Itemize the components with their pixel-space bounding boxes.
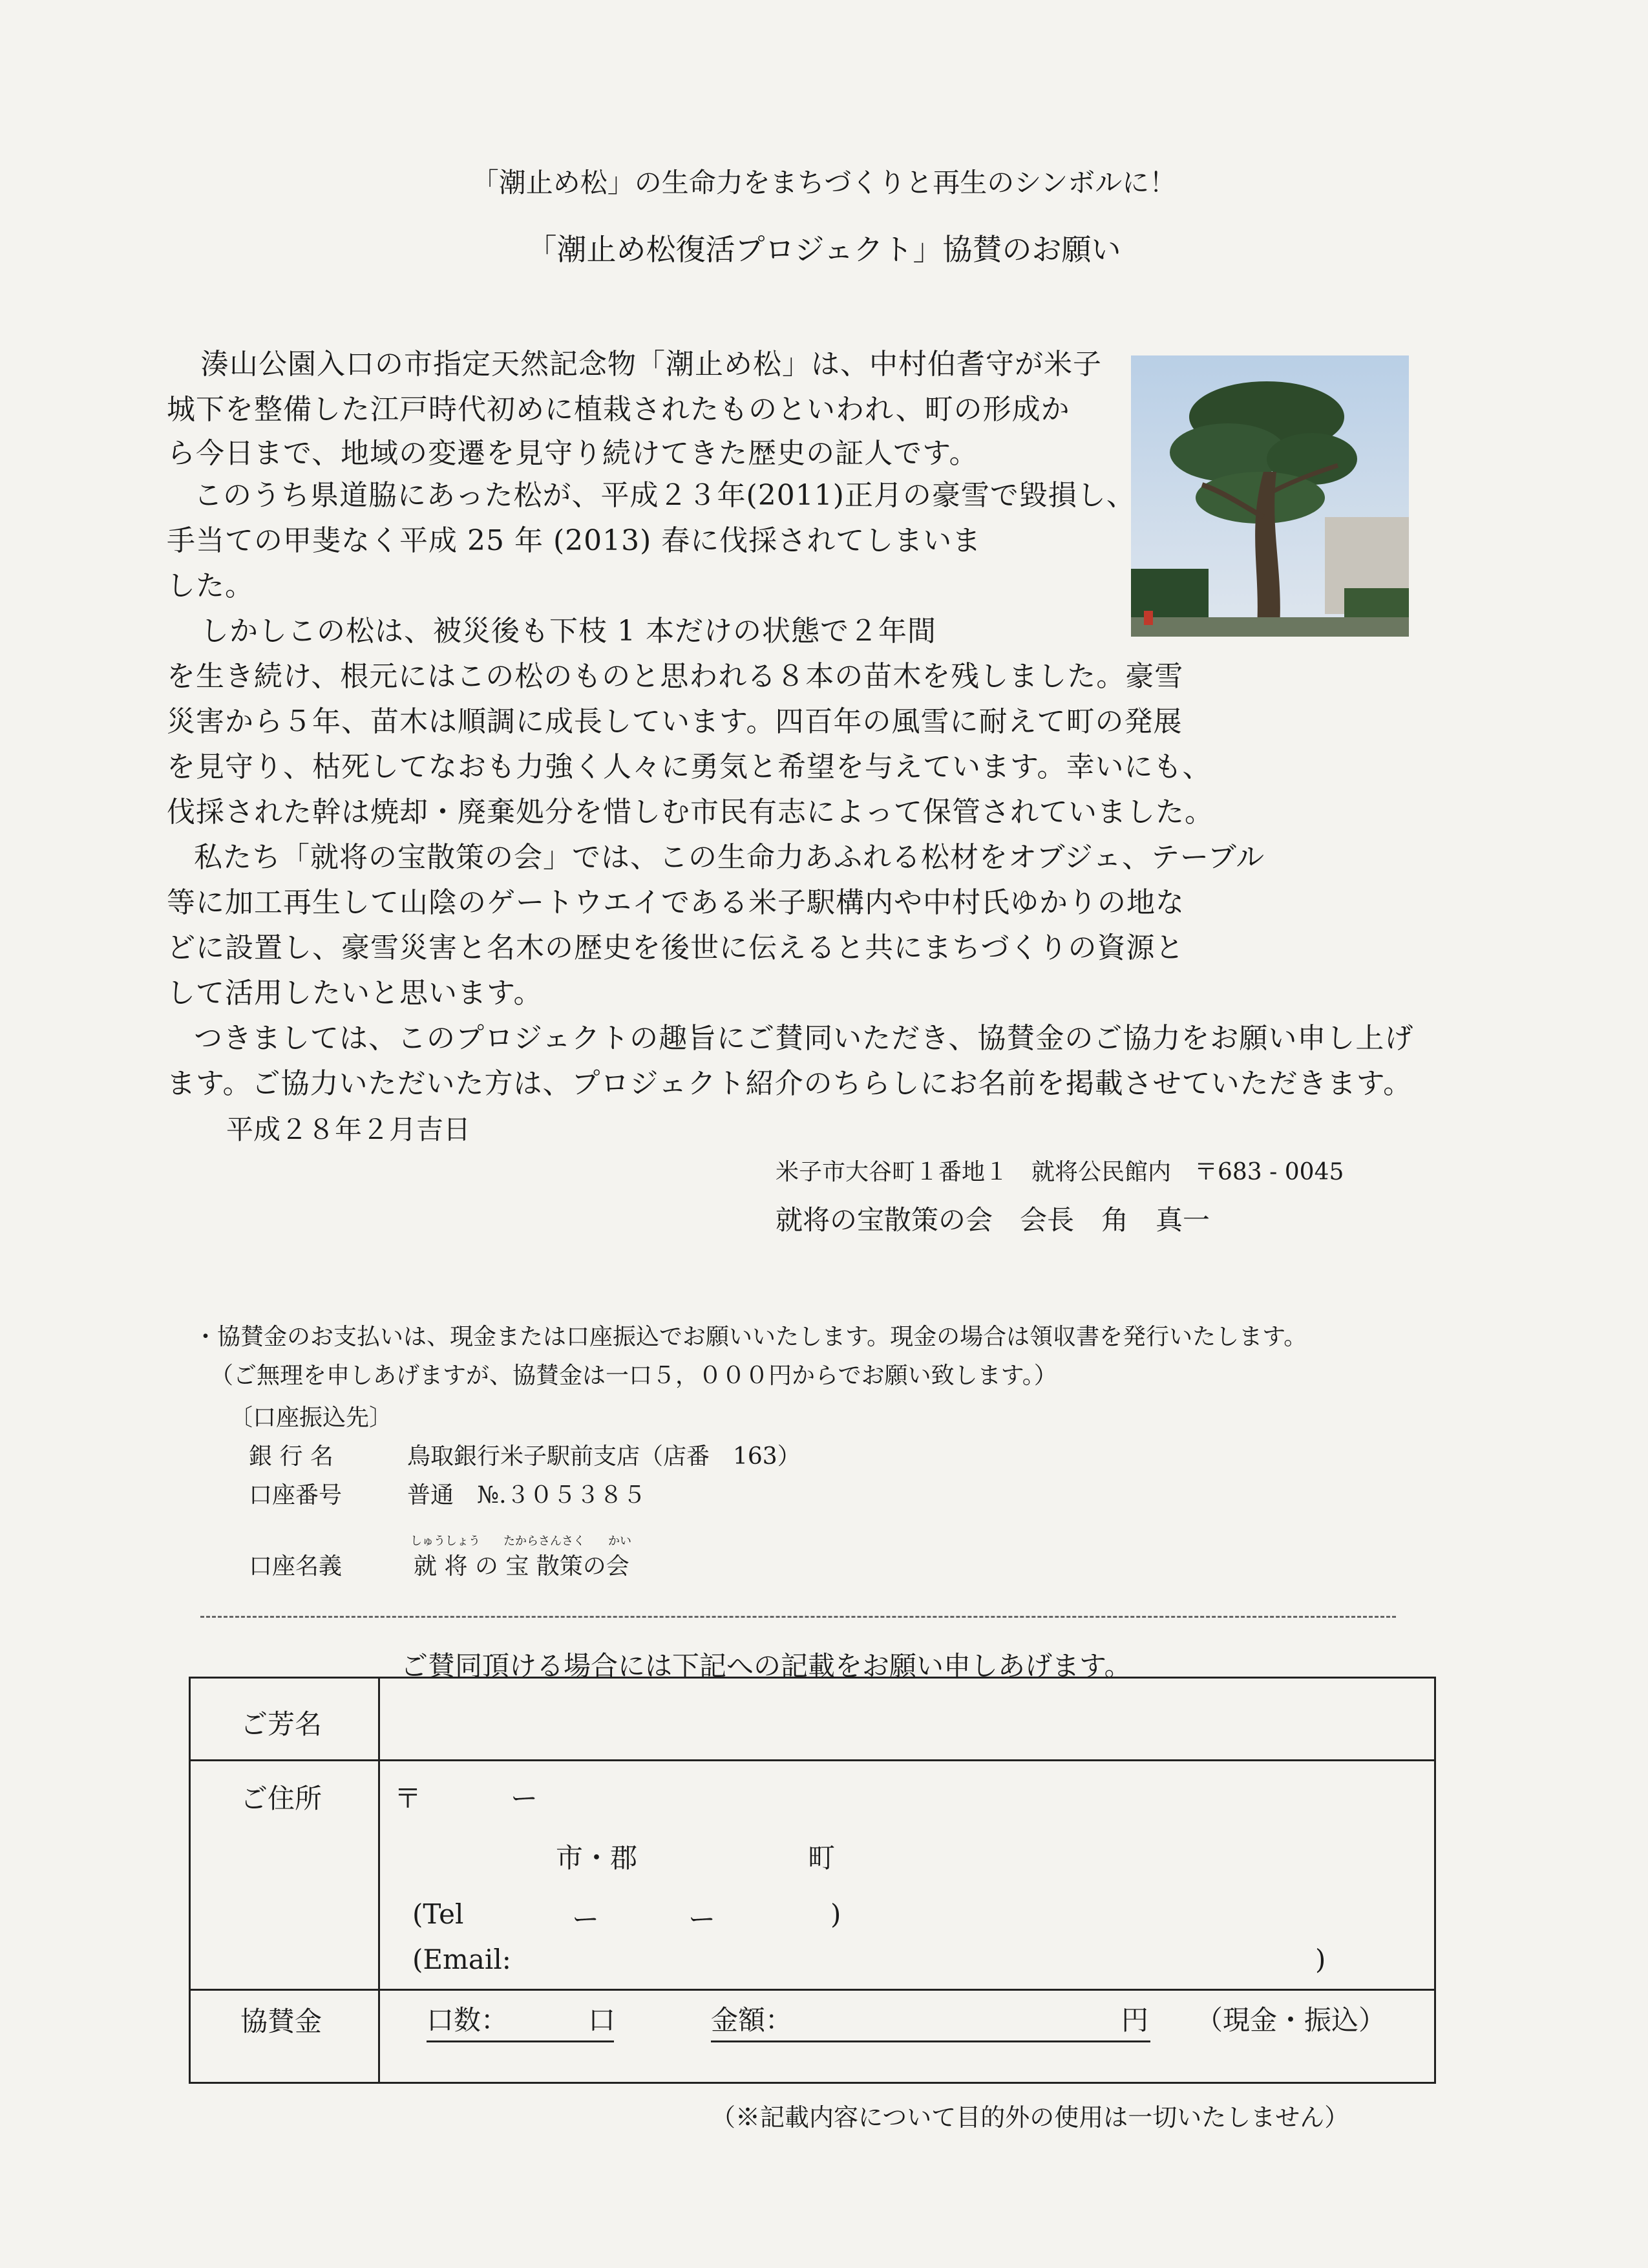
payment-note: ・協賛金のお支払いは、現金または口座振込でお願いいたします。現金の場合は領収書を発行いたします。 [194, 1324, 1307, 1350]
name-field[interactable] [388, 1687, 1422, 1752]
price-label: 金額： [711, 2004, 793, 2036]
body-line: 災害から５年、苗木は順調に成長しています。四百年の風雪に耐えて町の発展 [167, 705, 1183, 738]
body-line: した。 [167, 569, 254, 602]
units-suffix: 口 [588, 2004, 616, 2036]
body-line: 等に加工再生して山陰のゲートウエイである米子駅構内や中村氏ゆかりの地な [167, 886, 1185, 919]
tel-open: (Tel [412, 1898, 464, 1930]
issue-date: 平成２８年２月吉日 [226, 1114, 471, 1145]
units-field[interactable] [427, 1999, 614, 2042]
price-field[interactable] [711, 1999, 1150, 2042]
sender-organization: 就将の宝散策の会 会長 角 真一 [776, 1204, 1210, 1236]
body-line: つきましては、このプロジェクトの趣旨にご賛同いただき、協賛金のご協力をお願い申し上げ [194, 1022, 1414, 1055]
body-line: どに設置し、豪雪災害と名木の歴史を後世に伝えると共にまちづくりの資源と [167, 931, 1185, 964]
account-name-ruby: しゅうしょう たからさんさく かい [410, 1534, 631, 1548]
postal-mark: 〒 [394, 1783, 422, 1814]
minimum-note: （ご無理を申しあげますが、協賛金は一口５，０００円からでお願い致します。） [210, 1362, 1057, 1389]
email-open: (Email: [412, 1944, 511, 1975]
tel-close: ) [830, 1898, 841, 1930]
units-label: 口数： [427, 2004, 509, 2036]
body-line: 湊山公園入口の市指定天然記念物「潮止め松」は、中村伯耆守が米子 [200, 348, 1102, 381]
tel-dash: ー [572, 1903, 600, 1935]
email-close: ) [1315, 1944, 1326, 1975]
account-heading: 〔口座振込先〕 [229, 1404, 393, 1431]
body-line: ます。ご協力いただいた方は、プロジェクト紹介のちらしにお名前を掲載させていただきます。 [167, 1067, 1413, 1100]
bank-label: 銀 行 名 [249, 1443, 333, 1470]
account-name-value: 就 将 の 宝 散策の会 [414, 1553, 629, 1580]
town-text: 町 [808, 1842, 836, 1874]
cut-line [200, 1616, 1396, 1618]
body-line: 城下を整備した江戸時代初めに植栽されたものといわれ、町の形成か [167, 393, 1070, 426]
body-line: このうち県道脇にあった松が、平成２３年(2011)正月の豪雪で毀損し、 [194, 479, 1136, 512]
body-line: を生き続け、根元にはこの松のものと思われる８本の苗木を残しました。豪雪 [167, 660, 1184, 693]
account-name-label: 口座名義 [249, 1553, 343, 1580]
form-row-divider [191, 1759, 1434, 1761]
privacy-disclaimer: （※記載内容について目的外の使用は一切いたしません） [711, 2103, 1349, 2132]
city-text: 市・郡 [556, 1842, 638, 1874]
email-field[interactable] [517, 1936, 1305, 1978]
form-row-divider [191, 1989, 1434, 1991]
account-number-label: 口座番号 [249, 1482, 343, 1509]
sender-address: 米子市大谷町１番地１ 就将公民館内 〒683 - 0045 [776, 1159, 1344, 1185]
name-label: ご芳名 [240, 1708, 322, 1740]
body-line: して活用したいと思います。 [167, 977, 543, 1010]
tel-dash: ー [688, 1903, 716, 1935]
postal-dash: ー [511, 1783, 538, 1814]
body-line: を見守り、枯死してなおも力強く人々に勇気と希望を与えています。幸いにも、 [167, 750, 1212, 783]
page-title: 「潮止め松復活プロジェクト」協賛のお願い [527, 232, 1121, 267]
account-number-value: 普通 №.３０５３８５ [407, 1482, 646, 1509]
body-line: ら今日まで、地域の変遷を見守り続けてきた歴史の証人です。 [167, 437, 978, 470]
amount-label: 協賛金 [240, 2006, 322, 2037]
body-line: 手当ての甲斐なく平成 25 年 (2013) 春に伐採されてしまいま [167, 524, 982, 557]
body-line: しかしこの松は、被災後も下枝 1 本だけの状態で２年間 [200, 615, 936, 648]
address-field[interactable] [388, 1826, 1422, 1878]
form-column-divider [378, 1679, 380, 2082]
bank-value: 鳥取銀行米子駅前支店（店番 163） [407, 1443, 801, 1470]
body-line: 私たち「就将の宝散策の会」では、この生命力あふれる松材をオブジェ、テーブル [194, 841, 1265, 874]
address-label: ご住所 [240, 1783, 322, 1814]
payment-method: （現金・振込） [1196, 2004, 1386, 2036]
postal-code-field[interactable] [427, 1768, 750, 1813]
page-subtitle: 「潮止め松」の生命力をまちづくりと再生のシンボルに！ [471, 167, 1177, 198]
form-intro: ご賛同頂ける場合には下記への記載をお願い申しあげます。 [401, 1650, 1132, 1682]
tel-field[interactable] [465, 1887, 827, 1933]
price-suffix: 円 [1121, 2004, 1149, 2036]
body-line: 伐採された幹は焼却・廃棄処分を惜しむ市民有志によって保管されていました。 [167, 796, 1214, 829]
pine-tree-photo [1131, 355, 1409, 637]
